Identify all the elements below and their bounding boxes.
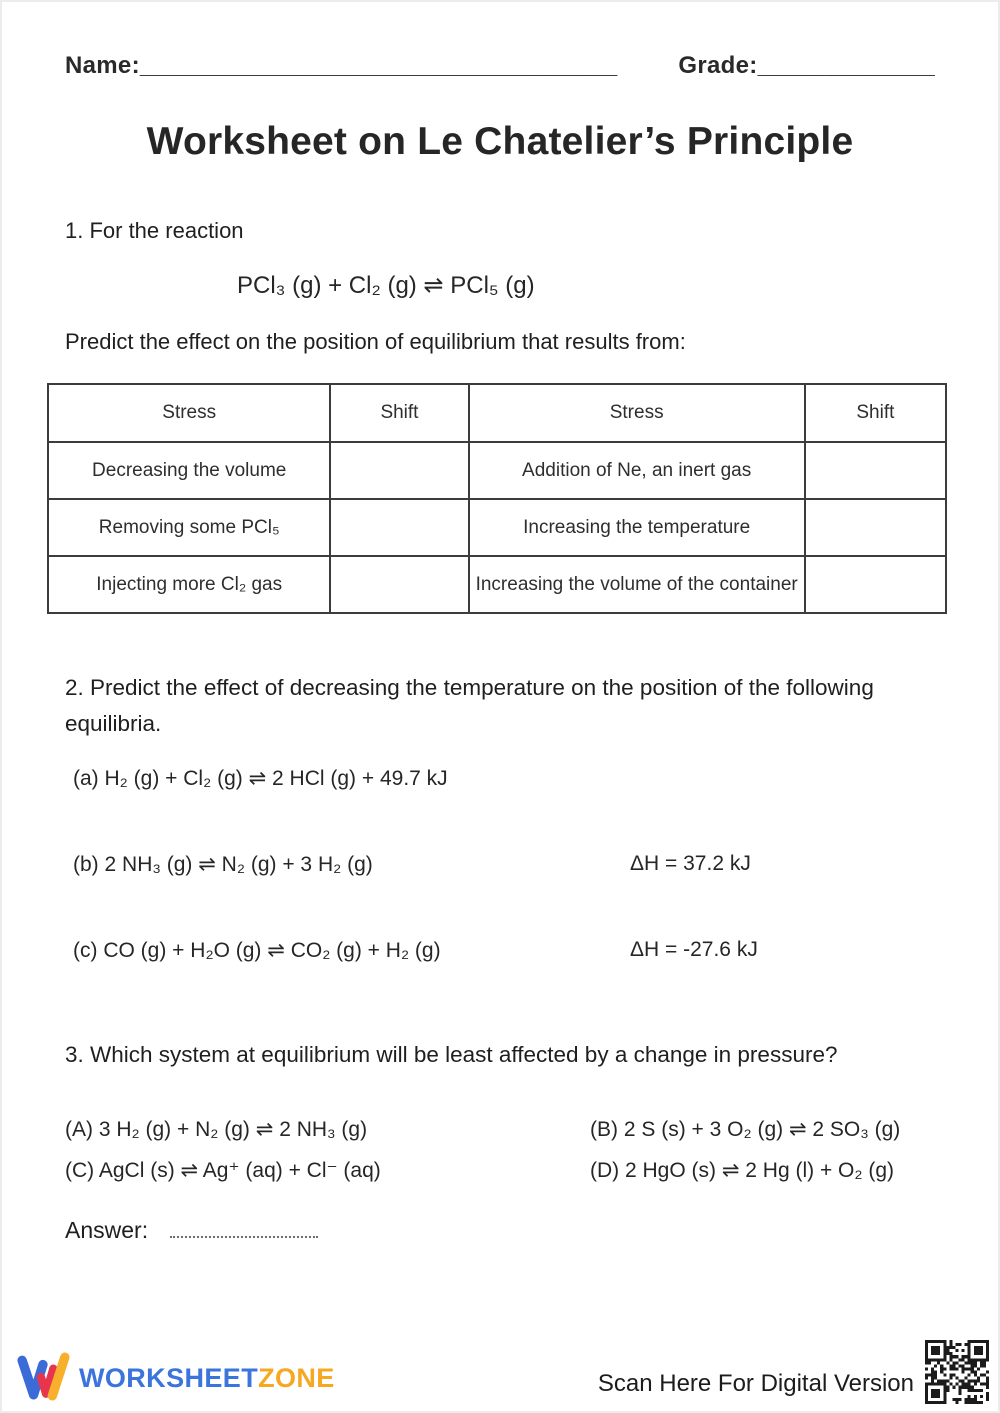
name-label: Name: bbox=[65, 52, 140, 79]
question1-intro: 1. For the reaction bbox=[65, 218, 244, 243]
item-label: (c) bbox=[73, 939, 98, 962]
option-equation: 2 S (s) + 3 O₂ (g) ⇌ 2 SO₃ (g) bbox=[623, 1118, 901, 1141]
option-a bbox=[65, 1117, 590, 1142]
question1-prompt: Predict the effect on the position of equilibrium that results from: bbox=[65, 329, 686, 354]
item-equation: 2 NH₃ (g) ⇌ N₂ (g) + 3 H₂ (g) bbox=[104, 853, 373, 876]
shift-answer-cell[interactable] bbox=[805, 556, 946, 613]
option-label: (A) bbox=[65, 1118, 93, 1141]
grade-blank-line[interactable]: _____________ bbox=[757, 52, 935, 79]
header-stress-right: Stress bbox=[469, 384, 805, 442]
header-stress-left: Stress bbox=[48, 384, 330, 442]
shift-answer-cell[interactable] bbox=[330, 556, 468, 613]
worksheetzone-logo-icon bbox=[15, 1351, 73, 1406]
table-row bbox=[48, 442, 946, 499]
option-label: (C) bbox=[65, 1159, 95, 1182]
option-b bbox=[590, 1117, 935, 1142]
brand-zone-text: ZONE bbox=[258, 1363, 335, 1393]
page-title: Worksheet on Le Chatelier’s Principle bbox=[146, 120, 854, 163]
answer-blank-line[interactable] bbox=[170, 1213, 318, 1238]
option-equation: 2 HgO (s) ⇌ 2 Hg (l) + O₂ (g) bbox=[625, 1159, 895, 1182]
shift-answer-cell[interactable] bbox=[330, 442, 468, 499]
stress-shift-table bbox=[47, 383, 947, 614]
shift-answer-cell[interactable] bbox=[330, 499, 468, 556]
stress-cell: Addition of Ne, an inert gas bbox=[469, 442, 805, 499]
delta-h-value: ΔH = 37.2 kJ bbox=[630, 852, 751, 875]
table-row bbox=[48, 556, 946, 613]
equilibrium-item-a bbox=[73, 766, 935, 791]
table-header-row bbox=[48, 384, 946, 442]
header-shift-left: Shift bbox=[330, 384, 468, 442]
delta-h-value: ΔH = -27.6 kJ bbox=[630, 938, 758, 961]
option-label: (D) bbox=[590, 1159, 620, 1182]
question3-options bbox=[65, 1117, 935, 1183]
stress-cell: Increasing the temperature bbox=[469, 499, 805, 556]
grade-field bbox=[678, 52, 935, 80]
question2-prompt: 2. Predict the effect of decreasing the temperature on the position of the following equilibria. bbox=[65, 675, 874, 736]
item-equation: CO (g) + H₂O (g) ⇌ CO₂ (g) + H₂ (g) bbox=[103, 939, 441, 962]
stress-cell: Injecting more Cl₂ gas bbox=[48, 556, 330, 613]
name-grade-row bbox=[65, 2, 935, 80]
answer-label: Answer: bbox=[65, 1217, 149, 1243]
qr-code-icon bbox=[925, 1340, 989, 1404]
answer-row bbox=[65, 1213, 935, 1244]
option-d bbox=[590, 1158, 935, 1183]
table-row bbox=[48, 499, 946, 556]
name-blank-line[interactable]: ___________________________________ bbox=[139, 52, 618, 79]
worksheetzone-logo bbox=[15, 1351, 335, 1406]
stress-cell: Increasing the volume of the container bbox=[469, 556, 805, 613]
header-shift-right: Shift bbox=[805, 384, 946, 442]
grade-label: Grade: bbox=[678, 52, 758, 79]
option-label: (B) bbox=[590, 1118, 618, 1141]
name-field bbox=[65, 52, 618, 80]
item-label: (b) bbox=[73, 853, 99, 876]
option-equation: AgCl (s) ⇌ Ag⁺ (aq) + Cl⁻ (aq) bbox=[98, 1159, 381, 1182]
stress-cell: Decreasing the volume bbox=[48, 442, 330, 499]
equilibrium-item-b bbox=[73, 852, 935, 877]
shift-answer-cell[interactable] bbox=[805, 442, 946, 499]
item-label: (a) bbox=[73, 767, 99, 790]
option-c bbox=[65, 1158, 590, 1183]
stress-cell: Removing some PCl₅ bbox=[48, 499, 330, 556]
option-equation: 3 H₂ (g) + N₂ (g) ⇌ 2 NH₃ (g) bbox=[98, 1118, 368, 1141]
question3-prompt: 3. Which system at equilibrium will be least affected by a change in pressure? bbox=[65, 1042, 838, 1067]
scan-here-text: Scan Here For Digital Version bbox=[597, 1370, 914, 1397]
item-equation: H₂ (g) + Cl₂ (g) ⇌ 2 HCl (g) + 49.7 kJ bbox=[104, 767, 448, 790]
question1-equation: PCl₃ (g) + Cl₂ (g) ⇌ PCl₅ (g) bbox=[237, 272, 535, 299]
brand-worksheet-text: WORKSHEET bbox=[79, 1363, 259, 1393]
equilibrium-item-c bbox=[73, 938, 935, 963]
shift-answer-cell[interactable] bbox=[805, 499, 946, 556]
